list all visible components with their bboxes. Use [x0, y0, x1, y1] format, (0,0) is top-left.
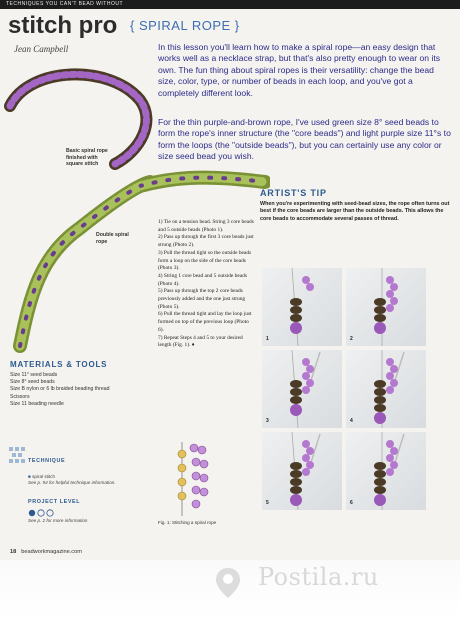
bead-photo-illustration: [346, 350, 426, 428]
step-item: 3) Pull the thread tight so the outside beads form a loop on the side of the core beads (Photo 3).: [158, 249, 252, 272]
technique-heading: TECHNIQUE: [28, 458, 66, 464]
material-item: Size 11 beading needle: [10, 400, 64, 407]
photo-number: 5: [266, 500, 269, 506]
step-item: 5) Pass up through the top 2 core beads previously added and the one just strung (Photo 5).: [158, 288, 246, 310]
material-item: Size 11° seed beads: [10, 372, 58, 378]
photo-number: 3: [266, 418, 269, 424]
step-item: 6) Pull the thread tight and lay the loop just formed on top of the previous loop (Photo 6).: [158, 311, 252, 333]
tip-heading: ARTIST'S TIP: [260, 188, 327, 198]
material-item: Size B nylon or 6 lb braided beading thread: [10, 386, 110, 393]
step-photo-3: [262, 350, 342, 428]
spiral-rope-photo: [0, 56, 158, 356]
bead-photo-illustration: [262, 268, 342, 346]
page-subtitle: { SPIRAL ROPE }: [130, 18, 240, 33]
author-name: Jean Campbell: [14, 44, 69, 54]
bead-photo-illustration: [262, 350, 342, 428]
intro-paragraph-2: For the thin purple-and-brown rope, I've used green size 8° seed beads to form the rope's inner structure (the "core beads") and light purple size 11°s to form the loops (the "outside beads"), but you can certainly use any color or size seed bead you wish.: [158, 117, 451, 162]
watermark-logo-text: Postila.ru: [258, 563, 379, 591]
project-level-heading: PROJECT LEVEL: [28, 499, 81, 505]
material-item: Size 8° seed beads: [10, 379, 55, 386]
materials-heading: MATERIALS & TOOLS: [10, 360, 108, 369]
bead-photo-illustration: [262, 432, 342, 510]
double-rope-extension: [140, 170, 270, 210]
photo-number: 6: [350, 500, 353, 506]
project-level-note: See p. 2 for more information: [28, 518, 88, 523]
technique-note: See p. 94 for helpful technique information.: [28, 480, 116, 486]
step-item: 7) Repeat Steps 4 and 5 to your desired length (Fig. 1). ♦: [158, 334, 243, 349]
step-item: 1) Tie on a tension bead. String 3 core beads and 5 outside beads (Photo 1).: [158, 219, 254, 233]
photo-number: 2: [350, 336, 353, 342]
intro-paragraph-1: In this lesson you'll learn how to make a spiral rope—an easy design that works well as a necklace strap, but that's also pretty enough to wear on its own. The fun thing about spiral ropes is their versatility: change the bead size, color, type, or number of beads in each loop, and you've got a completely different look.: [158, 42, 441, 98]
caption-basic-rope: Basic spiral rope finished with square stitch: [66, 148, 108, 168]
step-photo-1: [262, 268, 342, 346]
step-photo-5: [262, 432, 342, 510]
bead-photo-illustration: [346, 268, 426, 346]
figure-1-caption: Fig. 1: Stitching a spiral rope: [158, 520, 217, 525]
banner-text: TECHNIQUES YOU CAN'T BEAD WITHOUT: [6, 1, 124, 7]
page-title: stitch pro: [8, 12, 118, 39]
step-item: 2) Pass up through the first 3 core beads just strung (Photo 2).: [158, 234, 254, 249]
caption-double-rope: Double spiral rope: [96, 232, 129, 245]
page-footer: [10, 549, 82, 555]
header-banner: [0, 0, 460, 9]
technique-details: ■ spiral stitch See p. 94 for helpful technique information.: [28, 474, 148, 487]
double-rope-image: [20, 182, 150, 346]
bead-photo-illustration: [346, 432, 426, 510]
photo-number: 4: [350, 418, 353, 424]
step-item: 4) String 1 core bead and 5 outside beads (Photo 4).: [158, 272, 247, 287]
steps-list: [158, 219, 254, 350]
tip-text: When you're experimenting with seed-bead sizes, the rope often turns out best if the core beads are larger than the outside beads. This allows the core beads to accommodate several passes of thread.: [260, 201, 450, 222]
technique-item: spiral stitch: [32, 474, 56, 479]
step-photo-6: [346, 432, 426, 510]
material-item: Scissors: [10, 393, 30, 400]
page-number: 18: [10, 549, 17, 555]
pin-logo-icon: [214, 566, 242, 600]
figure-1-diagram: [172, 440, 232, 518]
photo-number: 1: [266, 336, 269, 342]
step-photo-4: [346, 350, 426, 428]
footer-site: beadworkmagazine.com: [21, 549, 82, 555]
project-level-indicator: [28, 509, 58, 517]
materials-list: [10, 372, 150, 408]
step-photo-2: [346, 268, 426, 346]
technique-icon: [8, 446, 28, 464]
